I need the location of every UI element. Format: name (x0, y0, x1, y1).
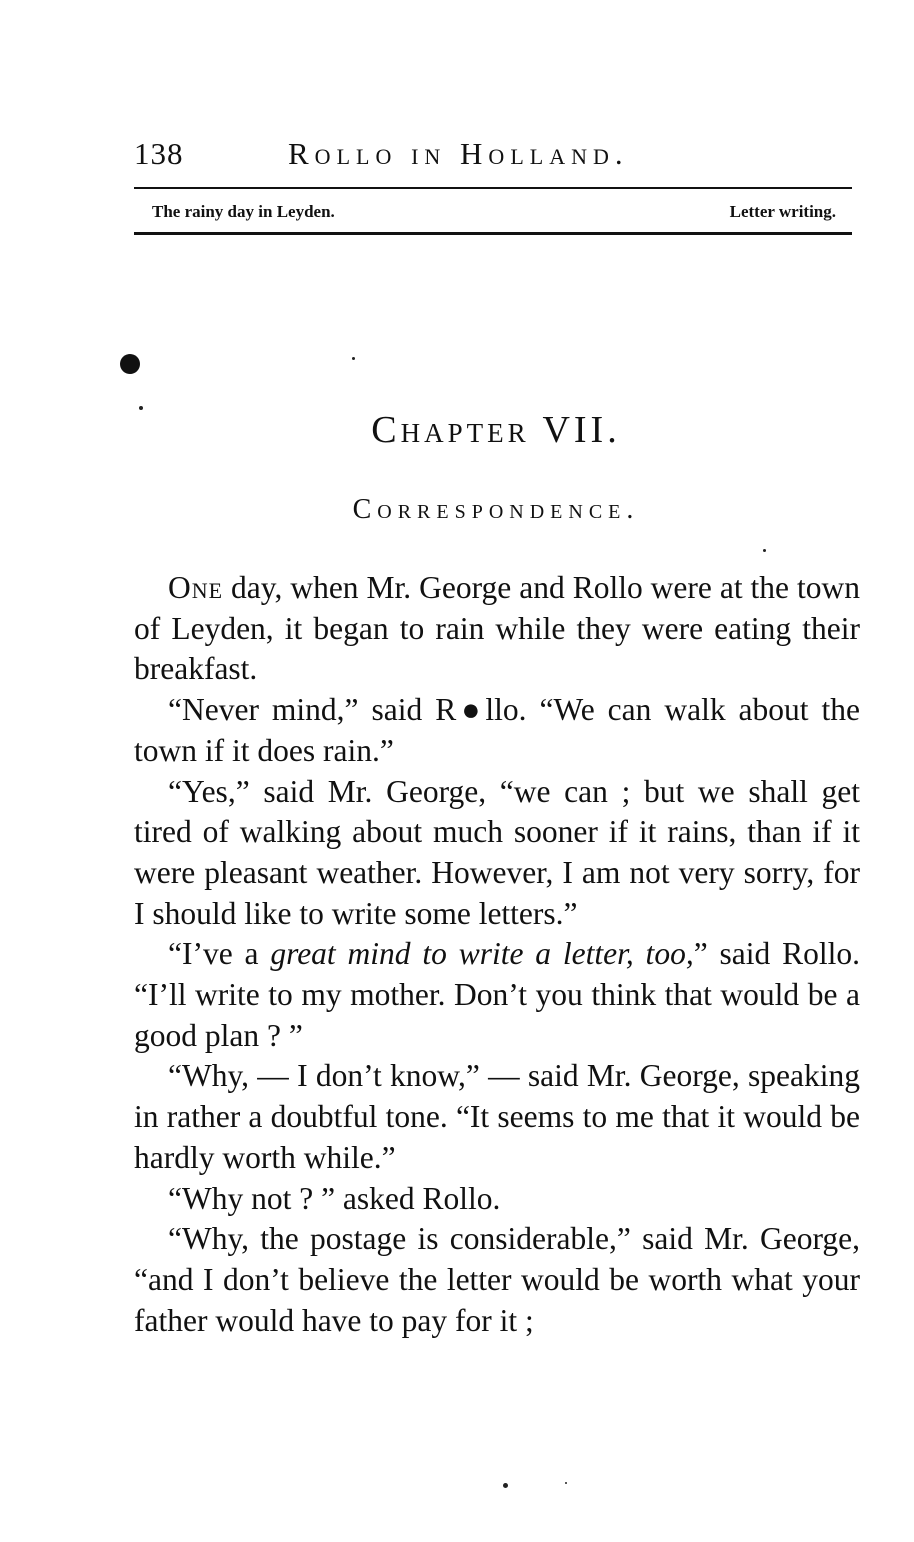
paragraph: “Yes,” said Mr. George, “we can ; but we shall get tired of walking about much sooner if it rains, than if it were pleasant weather. However, I am not very sorry, for I should like to write some letters.” (134, 773, 860, 931)
ink-speck (565, 1482, 567, 1484)
ink-speck (503, 1483, 508, 1488)
paragraph: “Why, — I don’t know,” — said Mr. George, speaking in rather a doubtful tone. “It seems to me that it would be hardly worth while.” (134, 1058, 860, 1175)
ink-speck (352, 357, 355, 360)
right-topic: Letter writing. (729, 202, 836, 221)
page-number: 138 (134, 136, 184, 171)
topic-subhead (134, 199, 852, 225)
book-title: Rollo in Holland. (288, 136, 629, 171)
body-text (134, 568, 860, 1341)
paragraph (134, 568, 860, 690)
paragraph: “Why not ? ” asked Rollo. (168, 1180, 501, 1216)
header-rule-bottom (134, 232, 852, 235)
paragraph: “Never mind,” said R●llo. “We can walk about the town if it does rain.” (134, 692, 860, 768)
paragraph (134, 934, 860, 1056)
paragraph: “Why, the postage is considerable,” said Mr. George, “and I don’t believe the letter would be worth what your father would have to pay for it ; (134, 1221, 860, 1338)
paragraph-text: ” said Rollo. “I’ll write to my mother. Don’t you think that would be a good plan ? ” (134, 936, 860, 1053)
paragraph-text: day, when Mr. George and Rollo were at the town of Leyden, it began to rain while they were eating their breakfast. (134, 570, 860, 687)
italic-phrase: great mind to write a letter, too, (270, 936, 694, 972)
chapter-title: Chapter VII. (371, 409, 621, 451)
chapter-subtitle: Correspondence. (352, 494, 640, 525)
ink-blot (120, 354, 140, 374)
paragraph-text: “I’ve a (168, 936, 271, 972)
paragraph-lead-word: One (168, 570, 224, 605)
left-topic: The rainy day in Leyden. (152, 202, 335, 221)
ink-speck (763, 549, 766, 552)
header-rule-top (134, 187, 852, 189)
running-head (134, 132, 854, 176)
